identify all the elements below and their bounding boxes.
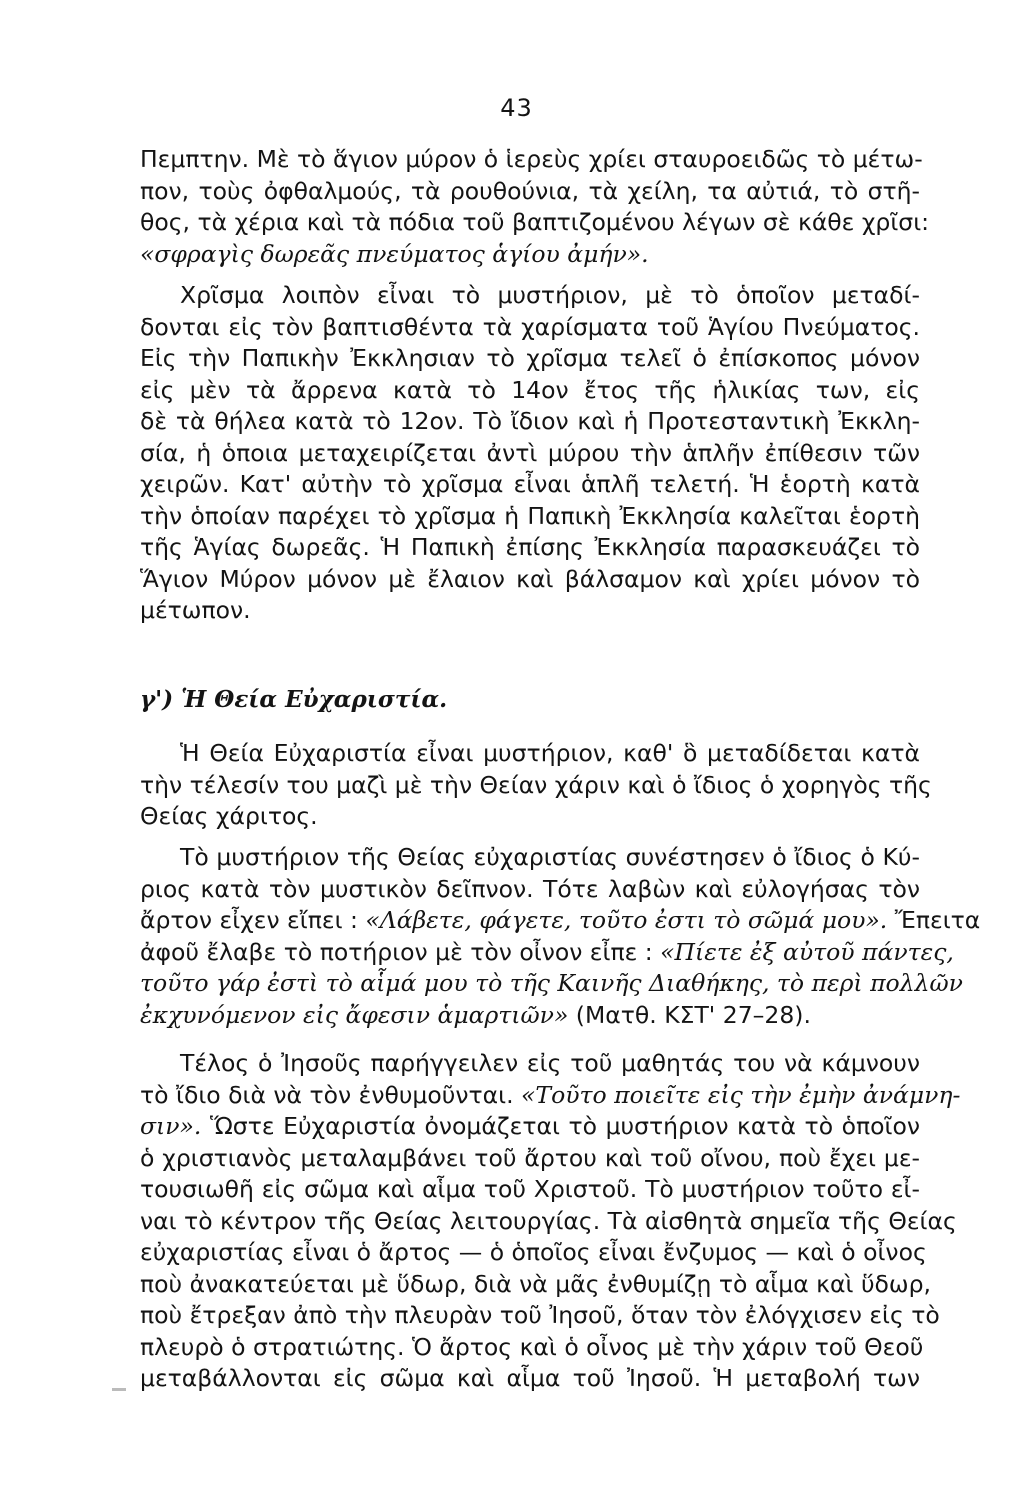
text-line: Τέλος ὁ Ἰησοῦς παρήγγειλεν εἰς τοῦ μαθητάς του νὰ κάμνουν bbox=[180, 1049, 920, 1077]
scripture-reference: (Ματθ. ΚΣΤ' 27–28). bbox=[568, 1000, 811, 1029]
text-line: δὲ τὰ θήλεα κατὰ τὸ 12ον. Τὸ ἴδιον καὶ ἡ Προτεσταντικὴ Ἐκκλη- bbox=[140, 407, 920, 435]
text-line: τῆς Ἁγίας δωρεᾶς. Ἡ Παπικὴ ἐπίσης Ἐκκλησία παρασκευάζει τὸ bbox=[140, 533, 920, 561]
text-line: Θείας χάριτος. bbox=[140, 802, 318, 830]
text-line: ποὺ ἔτρεξαν ἀπὸ τὴν πλευρὰν τοῦ Ἰησοῦ, ὅταν τὸν ἐλόγχισεν εἰς τὸ bbox=[140, 1301, 940, 1329]
margin-mark bbox=[112, 1388, 126, 1391]
text-line: θος, τὰ χέρια καὶ τὰ πόδια τοῦ βαπτιζομένου λέγων σὲ κάθε χρῖσι: bbox=[140, 208, 930, 236]
section-heading: γ') Ἡ Θεία Εὐχαριστία. bbox=[140, 686, 448, 713]
text-line bbox=[140, 1111, 920, 1143]
text-line: τὴν τέλεσίν του μαζὶ μὲ τὴν Θείαν χάριν καὶ ὁ ἴδιος ὁ χορηγὸς τῆς bbox=[140, 770, 932, 799]
text-line: μέτωπον. bbox=[140, 596, 251, 624]
text-segment: Ὥστε Εὐχαριστία ὀνομάζεται τὸ μυστήριον κατὰ τὸ ὁποῖον bbox=[201, 1112, 920, 1140]
text-line: τὴν ὁποίαν παρέχει τὸ χρῖσμα ἡ Παπικὴ Ἐκκλησία καλεῖται ἑορτὴ bbox=[140, 501, 920, 530]
text-line: Πεμπτην. Μὲ τὸ ἅγιον μύρον ὁ ἱερεὺς χρίει σταυροειδῶς τὸ μέτω- bbox=[140, 145, 923, 173]
quote-line: «σφραγὶς δωρεᾶς πνεύματος ἁγίου ἀμήν». bbox=[140, 239, 649, 268]
text-line: πλευρὸ ὁ στρατιώτης. Ὁ ἄρτος καὶ ὁ οἶνος μὲ τὴν χάριν τοῦ Θεοῦ bbox=[140, 1332, 924, 1361]
text-line: τουσιωθῆ εἰς σῶμα καὶ αἷμα τοῦ Χριστοῦ. Τὸ μυστήριον τοῦτο εἶ- bbox=[140, 1175, 920, 1203]
text-line: ποὺ ἀνακατεύεται μὲ ὕδωρ, διὰ νὰ μᾶς ἐνθυμίζῃ τὸ αἷμα καὶ ὕδωρ, bbox=[140, 1269, 931, 1298]
text-line: χειρῶν. Κατ' αὐτὴν τὸ χρῖσμα εἶναι ἁπλῆ τελετή. Ἡ ἑορτὴ κατὰ bbox=[140, 470, 920, 498]
quote-segment: σιν». bbox=[140, 1112, 202, 1140]
text-line bbox=[140, 905, 981, 937]
quote-segment: «Πίετε ἐξ αὐτοῦ πάντες, bbox=[660, 937, 954, 966]
paragraph-4 bbox=[140, 842, 981, 1031]
text-line: ναι τὸ κέντρον τῆς Θείας λειτουργίας. Τὰ αἰσθητὰ σημεῖα τῆς Θείας bbox=[140, 1206, 957, 1235]
paragraph-5 bbox=[140, 1048, 961, 1395]
quote-segment: «Τοῦτο ποιεῖτε εἰς τὴν ἐμὴν ἀνάμνη- bbox=[521, 1080, 961, 1109]
text-line: Χρῖσμα λοιπὸν εἶναι τὸ μυστήριον, μὲ τὸ ὁποῖον μεταδί- bbox=[180, 281, 920, 309]
text-line: εἰς μὲν τὰ ἄρρενα κατὰ τὸ 14ον ἔτος τῆς ἡλικίας των, εἰς bbox=[140, 375, 920, 404]
paragraph-1 bbox=[140, 144, 930, 270]
quote-line: τοῦτο γάρ ἐστὶ τὸ αἷμά μου τὸ τῆς Καινῆς Διαθήκης, τὸ περὶ πολλῶν bbox=[140, 969, 963, 997]
quote-segment: «Λάβετε, φάγετε, τοῦτο ἐστι τὸ σῶμά μου». bbox=[365, 906, 888, 934]
text-line: εὐχαριστίας εἶναι ὁ ἄρτος — ὁ ὁποῖος εἶναι ἔνζυμος — καὶ ὁ οἶνος bbox=[140, 1238, 927, 1266]
text-line bbox=[140, 937, 954, 969]
text-line: Ἅγιον Μύρον μόνον μὲ ἔλαιον καὶ βάλσαμον καὶ χρίει μόνον τὸ bbox=[140, 564, 920, 593]
page-number: 43 bbox=[500, 94, 533, 122]
quote-segment: ἐκχυνόμενον εἰς ἄφεσιν ἁμαρτιῶν» bbox=[140, 1000, 569, 1029]
text-segment: τὸ ἴδιο διὰ νὰ τὸν ἐνθυμοῦνται. bbox=[140, 1080, 522, 1109]
text-line: δονται εἰς τὸν βαπτισθέντα τὰ χαρίσματα τοῦ Ἁγίου Πνεύματος. bbox=[140, 312, 920, 341]
text-line: Εἰς τὴν Παπικὴν Ἐκκλησιαν τὸ χρῖσμα τελεῖ ὁ ἐπίσκοπος μόνον bbox=[140, 344, 920, 372]
paragraph-3 bbox=[140, 738, 932, 833]
paragraph-2 bbox=[140, 280, 920, 627]
text-segment: Ἔπειτα bbox=[887, 906, 981, 934]
text-line: ριος κατὰ τὸν μυστικὸν δεῖπνον. Τότε λαβὼν καὶ εὐλογήσας τὸν bbox=[140, 874, 920, 903]
text-line bbox=[140, 1080, 961, 1112]
text-line bbox=[140, 1000, 920, 1032]
text-segment: ἀφοῦ ἔλαβε τὸ ποτήριον μὲ τὸν οἶνον εἶπε : bbox=[140, 937, 661, 966]
text-line: σία, ἡ ὁποια μεταχειρίζεται ἀντὶ μύρου τὴν ἁπλῆν ἐπίθεσιν τῶν bbox=[140, 438, 920, 467]
text-line: μεταβάλλονται εἰς σῶμα καὶ αἷμα τοῦ Ἰησοῦ. Ἡ μεταβολή των bbox=[140, 1364, 920, 1392]
text-line: ὁ χριστιανὸς μεταλαμβάνει τοῦ ἄρτου καὶ τοῦ οἴνου, ποὺ ἔχει με- bbox=[140, 1143, 920, 1172]
text-line: Ἡ Θεία Εὐχαριστία εἶναι μυστήριον, καθ' ὃ μεταδίδεται κατὰ bbox=[180, 739, 920, 767]
text-line: πον, τοὺς ὀφθαλμούς, τὰ ρουθούνια, τὰ χείλη, τα αὐτιά, τὸ στῆ- bbox=[140, 176, 920, 205]
text-segment: ἄρτον εἶχεν εἴπει : bbox=[140, 906, 366, 934]
text-line: Τὸ μυστήριον τῆς Θείας εὐχαριστίας συνέστησεν ὁ ἴδιος ὁ Κύ- bbox=[180, 843, 920, 871]
